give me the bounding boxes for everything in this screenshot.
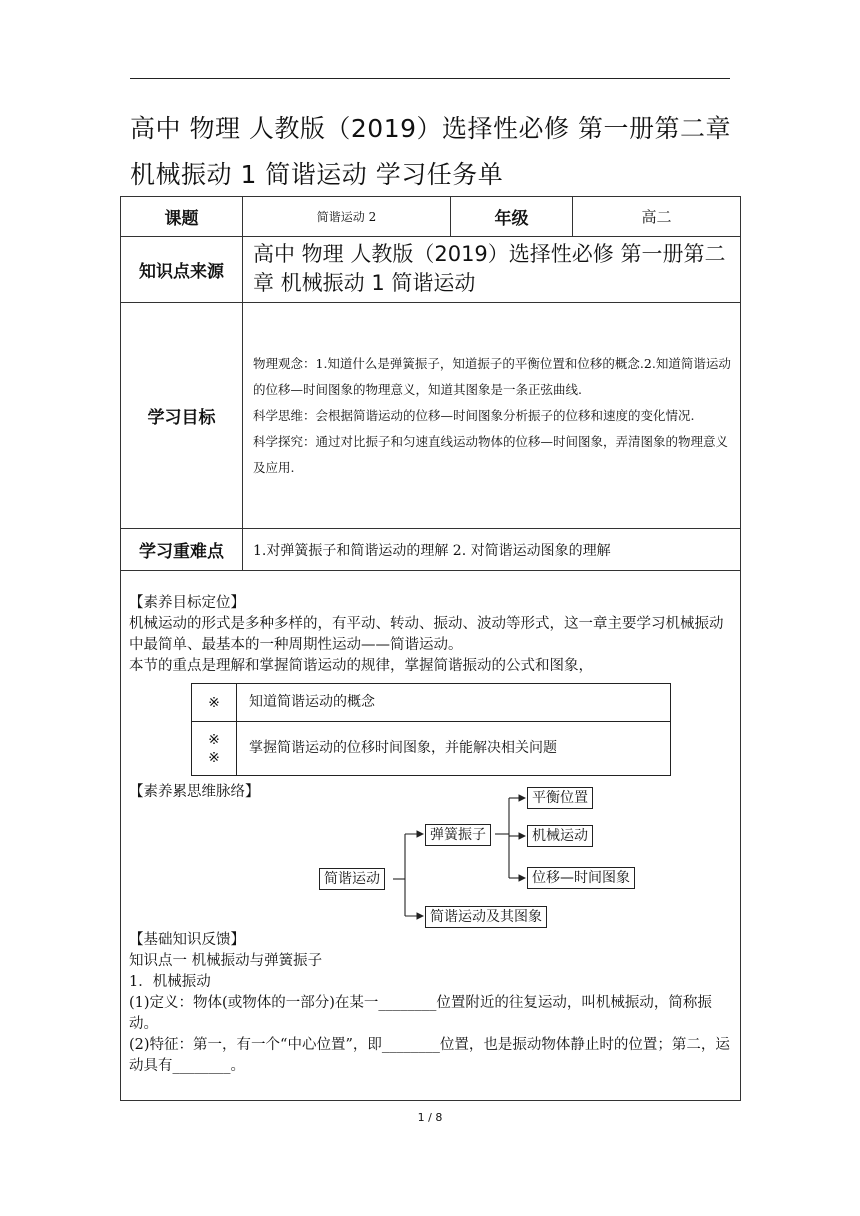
item-title: 1．机械振动: [129, 974, 211, 990]
goals-cell: [243, 303, 741, 529]
objectives-table: [191, 683, 671, 776]
knowledge-point-title: 知识点一 机械振动与弹簧振子: [129, 953, 323, 969]
goal-scientific-thinking: 科学思维：会根据简谐运动的位移—时间图象分析振子的位移和速度的变化情况.: [253, 407, 695, 423]
mind-map-leaf-displacement-time: 位移—时间图象: [527, 867, 635, 889]
grade-label: 年级: [451, 197, 573, 237]
grade-value: 高二: [573, 197, 741, 237]
task-sheet-table: [120, 196, 741, 1101]
source-value: 高中 物理 人教版（2019）选择性必修 第一册第二章 机械振动 1 简谐运动: [243, 237, 741, 303]
topic-value: 简谐运动 2: [243, 197, 451, 237]
content-row: [121, 571, 741, 1101]
mind-map-root: 简谐运动: [319, 868, 385, 890]
objective-mark: ※ ※: [192, 722, 237, 776]
source-row: [121, 237, 741, 303]
mind-map-leaf-mechanical-motion: 机械运动: [527, 825, 593, 847]
objective-text: 知道简谐运动的概念: [237, 684, 671, 722]
section-heading-basic-knowledge: 【基础知识反馈】: [129, 932, 245, 948]
content-cell: [121, 571, 741, 1101]
objective-text: 掌握简谐运动的位移时间图象，并能解决相关问题: [237, 722, 671, 776]
definition-text: (1)定义：物体(或物体的一部分)在某一________位置附近的往复运动，叫机械振动，简称振动。: [129, 995, 712, 1032]
objective-row: [192, 722, 671, 776]
goal-physics-concept: 物理观念：1.知道什么是弹簧振子，知道振子的平衡位置和位移的概念.2.知道简谐运动的位移—时间图象的物理意义，知道其图象是一条正弦曲线.: [253, 355, 731, 397]
objective-mark: ※: [192, 684, 237, 722]
section-heading-mind-map: 【素养累思维脉络】: [129, 784, 260, 800]
source-label: 知识点来源: [121, 237, 243, 303]
difficulty-label: 学习重难点: [121, 529, 243, 571]
section-heading-goal-positioning: 【素养目标定位】: [129, 595, 245, 611]
feature-text: (2)特征：第一，有一个“中心位置”，即________位置，也是振动物体静止时的位置；第二，运动具有________。: [129, 1037, 730, 1074]
difficulty-row: [121, 529, 741, 571]
mind-map: [129, 782, 734, 930]
difficulty-value: 1.对弹簧振子和简谐运动的理解 2. 对简谐运动图象的理解: [243, 529, 741, 571]
page-number: 1 / 8: [417, 1111, 443, 1124]
mind-map-branch-shm-graph: 简谐运动及其图象: [425, 906, 547, 928]
goal-scientific-inquiry: 科学探究：通过对比振子和匀速直线运动物体的位移—时间图象，弄清图象的物理意义及应用.: [253, 433, 729, 475]
mind-map-branch-spring-oscillator: 弹簧振子: [425, 824, 491, 846]
goals-row: [121, 303, 741, 529]
page-title: [130, 106, 740, 198]
mind-map-leaf-equilibrium: 平衡位置: [527, 787, 593, 809]
intro-paragraph: 机械运动的形式是多种多样的，有平动、转动、振动、波动等形式，这一章主要学习机械振动中最简单、最基本的一种周期性运动——简谐运动。: [129, 616, 724, 653]
title-line-2: 机械振动 1 简谐运动 学习任务单: [130, 160, 504, 189]
focus-paragraph: 本节的重点是理解和掌握简谐运动的规律，掌握简谐振动的公式和图象，: [129, 658, 593, 674]
topic-label: 课题: [121, 197, 243, 237]
objective-row: [192, 684, 671, 722]
header-rule: [130, 78, 730, 79]
topic-row: [121, 197, 741, 237]
goals-label: 学习目标: [121, 303, 243, 529]
title-line-1: 高中 物理 人教版（2019）选择性必修 第一册第二章: [130, 114, 731, 143]
